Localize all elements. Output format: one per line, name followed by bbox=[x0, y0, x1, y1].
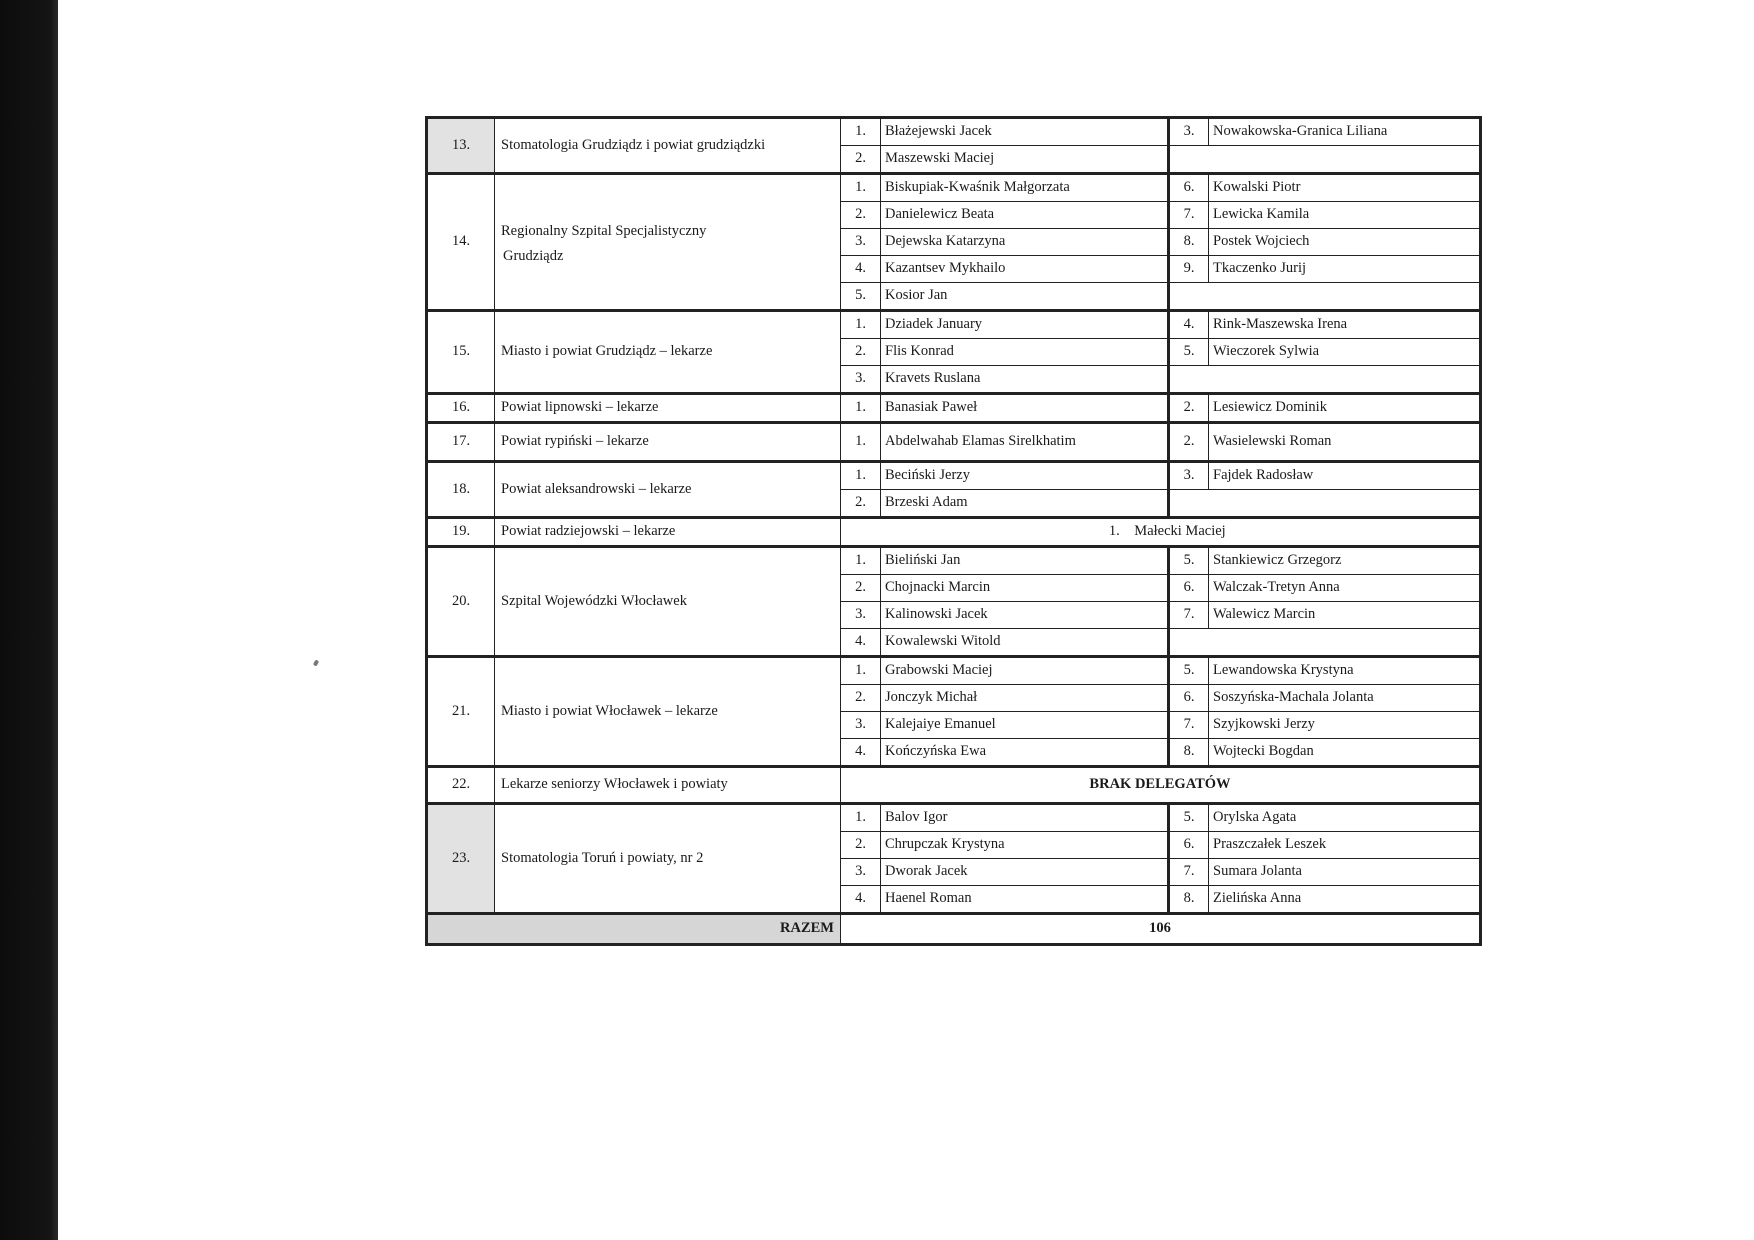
delegate-name: Kosior Jan bbox=[881, 283, 1169, 311]
delegate-name: Sumara Jolanta bbox=[1209, 859, 1481, 886]
delegate-name: Stankiewicz Grzegorz bbox=[1209, 547, 1481, 575]
table-row bbox=[427, 423, 1481, 462]
delegate-name: Kalinowski Jacek bbox=[881, 602, 1169, 629]
district-name: Szpital Wojewódzki Włocławek bbox=[495, 547, 841, 657]
delegate-name: Fajdek Radosław bbox=[1209, 462, 1481, 490]
district-name: Powiat rypiński – lekarze bbox=[495, 423, 841, 462]
delegate-number: 6. bbox=[1169, 174, 1209, 202]
delegate-name: Walewicz Marcin bbox=[1209, 602, 1481, 629]
delegate-number: 2. bbox=[841, 685, 881, 712]
district-name-line: Regionalny Szpital Specjalistyczny bbox=[501, 222, 707, 239]
delegate-number: 5. bbox=[841, 283, 881, 311]
delegate-name: Błażejewski Jacek bbox=[881, 118, 1169, 146]
delegate-number: 3. bbox=[841, 366, 881, 394]
delegate-name: Dejewska Katarzyna bbox=[881, 229, 1169, 256]
delegate-name: Tkaczenko Jurij bbox=[1209, 256, 1481, 283]
delegate-name: Praszczałek Leszek bbox=[1209, 832, 1481, 859]
delegate-number: 1. bbox=[841, 311, 881, 339]
delegate-name: Grabowski Maciej bbox=[881, 657, 1169, 685]
table-row bbox=[427, 118, 1481, 146]
district-number: 19. bbox=[427, 518, 495, 547]
delegate-number: 9. bbox=[1169, 256, 1209, 283]
delegate-number: 4. bbox=[841, 256, 881, 283]
delegate-name: Haenel Roman bbox=[881, 886, 1169, 914]
delegate-number: 3. bbox=[1169, 118, 1209, 146]
delegate-number: 1. bbox=[841, 462, 881, 490]
total-value: 106 bbox=[841, 914, 1481, 945]
district-number: 13. bbox=[427, 118, 495, 174]
delegate-name: Maszewski Maciej bbox=[881, 146, 1169, 174]
delegate-name: Nowakowska-Granica Liliana bbox=[1209, 118, 1481, 146]
delegate-number: 4. bbox=[841, 739, 881, 767]
delegate-name: Soszyńska-Machala Jolanta bbox=[1209, 685, 1481, 712]
delegate-name: Chojnacki Marcin bbox=[881, 575, 1169, 602]
delegate-number: 8. bbox=[1169, 739, 1209, 767]
delegate-name: Szyjkowski Jerzy bbox=[1209, 712, 1481, 739]
empty-cell bbox=[1169, 283, 1481, 311]
table-row bbox=[427, 462, 1481, 490]
district-name: Powiat radziejowski – lekarze bbox=[495, 518, 841, 547]
delegate-name: Brzeski Adam bbox=[881, 490, 1169, 518]
delegate-number: 3. bbox=[1169, 462, 1209, 490]
delegate-number: 2. bbox=[1169, 423, 1209, 462]
delegate-name: Postek Wojciech bbox=[1209, 229, 1481, 256]
delegate-number: 3. bbox=[841, 859, 881, 886]
delegate-number: 8. bbox=[1169, 886, 1209, 914]
table-row bbox=[427, 767, 1481, 804]
district-name: Stomatologia Grudziądz i powiat grudziądzki bbox=[495, 118, 841, 174]
single-delegate-cell bbox=[841, 518, 1481, 547]
scan-dark-edge bbox=[0, 0, 58, 1240]
delegate-name: Jonczyk Michał bbox=[881, 685, 1169, 712]
district-name: Miasto i powiat Grudziądz – lekarze bbox=[495, 311, 841, 394]
district-number: 22. bbox=[427, 767, 495, 804]
delegate-number: 7. bbox=[1169, 602, 1209, 629]
delegate-name: Kowalewski Witold bbox=[881, 629, 1169, 657]
delegate-number: 8. bbox=[1169, 229, 1209, 256]
table-row bbox=[427, 394, 1481, 423]
delegate-number: 2. bbox=[841, 490, 881, 518]
delegate-number: 1. bbox=[841, 657, 881, 685]
delegate-number: 4. bbox=[1169, 311, 1209, 339]
district-number: 23. bbox=[427, 804, 495, 914]
district-name bbox=[495, 174, 841, 311]
delegates-table bbox=[425, 116, 1482, 946]
no-delegates-label: BRAK DELEGATÓW bbox=[841, 767, 1481, 804]
district-name: Lekarze seniorzy Włocławek i powiaty bbox=[495, 767, 841, 804]
delegate-name: Rink-Maszewska Irena bbox=[1209, 311, 1481, 339]
delegate-name: Beciński Jerzy bbox=[881, 462, 1169, 490]
delegate-name: Banasiak Paweł bbox=[881, 394, 1169, 423]
delegate-name: Lewicka Kamila bbox=[1209, 202, 1481, 229]
delegate-name: Kończyńska Ewa bbox=[881, 739, 1169, 767]
delegate-number: 2. bbox=[841, 146, 881, 174]
district-number: 15. bbox=[427, 311, 495, 394]
delegate-name: Zielińska Anna bbox=[1209, 886, 1481, 914]
table-footer-row bbox=[427, 914, 1481, 945]
delegate-name: Wasielewski Roman bbox=[1209, 423, 1481, 462]
district-number: 17. bbox=[427, 423, 495, 462]
delegate-number: 2. bbox=[841, 339, 881, 366]
district-number: 21. bbox=[427, 657, 495, 767]
delegate-name: Kravets Ruslana bbox=[881, 366, 1169, 394]
table-row bbox=[427, 311, 1481, 339]
district-number: 16. bbox=[427, 394, 495, 423]
delegate-name: Biskupiak-Kwaśnik Małgorzata bbox=[881, 174, 1169, 202]
delegate-name: Małecki Maciej bbox=[1134, 523, 1226, 540]
empty-cell bbox=[1169, 490, 1481, 518]
delegate-number: 4. bbox=[841, 629, 881, 657]
delegate-number: 1. bbox=[841, 174, 881, 202]
table-row bbox=[427, 518, 1481, 547]
delegate-number: 1. bbox=[841, 804, 881, 832]
district-name-line: Grudziądz bbox=[503, 247, 564, 264]
table-row bbox=[427, 174, 1481, 202]
delegate-number: 3. bbox=[841, 229, 881, 256]
delegate-name: Lesiewicz Dominik bbox=[1209, 394, 1481, 423]
empty-cell bbox=[1169, 366, 1481, 394]
delegate-number: 7. bbox=[1169, 712, 1209, 739]
district-name: Stomatologia Toruń i powiaty, nr 2 bbox=[495, 804, 841, 914]
empty-cell bbox=[1169, 146, 1481, 174]
delegate-name: Dziadek January bbox=[881, 311, 1169, 339]
delegate-name: Abdelwahab Elamas Sirelkhatim bbox=[881, 423, 1169, 462]
delegate-number: 1. bbox=[841, 394, 881, 423]
delegate-name: Flis Konrad bbox=[881, 339, 1169, 366]
delegate-number: 6. bbox=[1169, 685, 1209, 712]
table-row bbox=[427, 804, 1481, 832]
delegate-number: 4. bbox=[841, 886, 881, 914]
delegate-number: 1. bbox=[841, 118, 881, 146]
empty-cell bbox=[1169, 629, 1481, 657]
district-number: 14. bbox=[427, 174, 495, 311]
delegate-number: 7. bbox=[1169, 859, 1209, 886]
delegate-number: 7. bbox=[1169, 202, 1209, 229]
delegate-number: 3. bbox=[841, 712, 881, 739]
delegate-number: 1. bbox=[841, 547, 881, 575]
district-name: Powiat lipnowski – lekarze bbox=[495, 394, 841, 423]
delegate-name: Bieliński Jan bbox=[881, 547, 1169, 575]
delegate-name: Orylska Agata bbox=[1209, 804, 1481, 832]
delegate-number: 5. bbox=[1169, 339, 1209, 366]
delegate-number: 2. bbox=[841, 575, 881, 602]
delegate-name: Wieczorek Sylwia bbox=[1209, 339, 1481, 366]
delegate-name: Kazantsev Mykhailo bbox=[881, 256, 1169, 283]
scan-speck bbox=[313, 659, 319, 666]
delegate-name: Walczak-Tretyn Anna bbox=[1209, 575, 1481, 602]
delegate-number: 3. bbox=[841, 602, 881, 629]
delegate-name: Chrupczak Krystyna bbox=[881, 832, 1169, 859]
delegate-number: 5. bbox=[1169, 804, 1209, 832]
district-number: 20. bbox=[427, 547, 495, 657]
delegate-name: Wojtecki Bogdan bbox=[1209, 739, 1481, 767]
delegate-number: 1. bbox=[841, 423, 881, 462]
delegate-number: 5. bbox=[1169, 657, 1209, 685]
delegate-name: Dworak Jacek bbox=[881, 859, 1169, 886]
delegate-name: Kowalski Piotr bbox=[1209, 174, 1481, 202]
delegate-number: 6. bbox=[1169, 832, 1209, 859]
table-row bbox=[427, 547, 1481, 575]
delegate-name: Kalejaiye Emanuel bbox=[881, 712, 1169, 739]
delegate-name: Balov Igor bbox=[881, 804, 1169, 832]
district-name: Miasto i powiat Włocławek – lekarze bbox=[495, 657, 841, 767]
total-label: RAZEM bbox=[427, 914, 841, 945]
delegate-number: 2. bbox=[841, 832, 881, 859]
delegate-number: 6. bbox=[1169, 575, 1209, 602]
delegate-name: Lewandowska Krystyna bbox=[1209, 657, 1481, 685]
delegate-number: 5. bbox=[1169, 547, 1209, 575]
table-row bbox=[427, 657, 1481, 685]
delegate-number: 2. bbox=[1169, 394, 1209, 423]
delegate-name: Danielewicz Beata bbox=[881, 202, 1169, 229]
district-name: Powiat aleksandrowski – lekarze bbox=[495, 462, 841, 518]
delegate-number: 1. bbox=[1108, 523, 1120, 540]
district-number: 18. bbox=[427, 462, 495, 518]
delegate-number: 2. bbox=[841, 202, 881, 229]
